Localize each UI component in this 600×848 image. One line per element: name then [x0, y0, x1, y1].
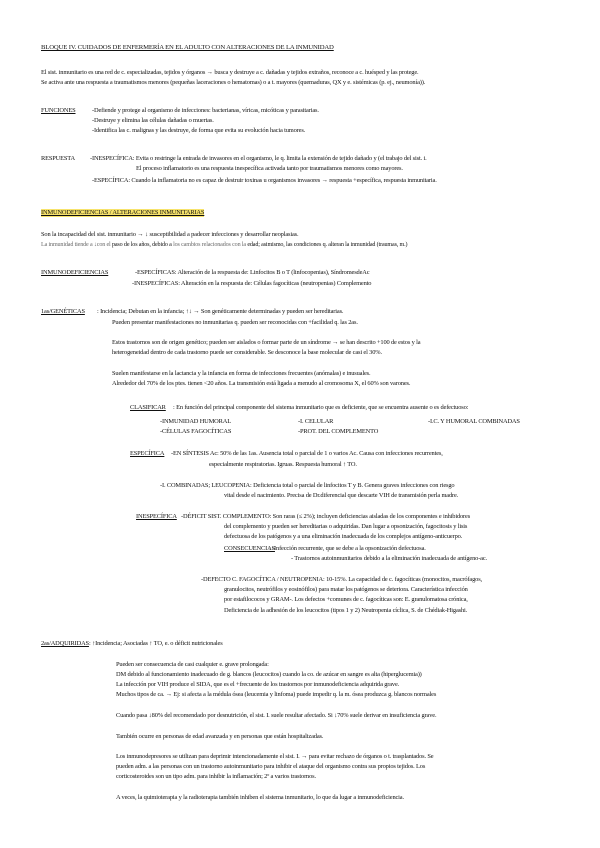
- inespecifica-label: INESPECÍFICA: [136, 513, 177, 520]
- section-heading-inmunodeficiencias: INMUNODEFICIENCIAS / ALTERACIONES INMUNITARIAS: [41, 209, 205, 216]
- adquiridas-line-5: Cuando pasa ↓80% del recomendado por desnutrición, el sist. I. suele resultar afectado. Si ↓70% suele derivar en insuficiencia grave.: [116, 712, 437, 719]
- clasificar-desc: : En función del principal componente del sistema inmunitario que es deficiente, que se encuentra ausente o es defectuoso:: [173, 404, 469, 411]
- adquiridas-line-1: Pueden ser consecuencia de casi cualquier e. grave prolongada:: [116, 661, 269, 668]
- clasificar-label: CLASIFICAR: [130, 404, 166, 411]
- consecuencias-label: CONSECUENCIAS: [224, 545, 275, 552]
- definition-fragment: los cambios relacionados con la: [173, 242, 246, 248]
- funciones-line-2: -Destruye y elimina las células dañadas o muertas.: [92, 117, 214, 124]
- adquiridas-line-9: corticosteroides son un tipo adm. para inhibir la inflamación; 2º a varios trastornos.: [116, 773, 316, 780]
- combinadas-line-1: -I. COMBINADAS; LEUCOPENIA: Deficiencia total o parcial de linfocitos T y B. Genera graves infecciones con riesgo: [160, 482, 455, 489]
- adquiridas-label: 2as/ADQUIRIDAS: [41, 640, 89, 647]
- adquiridas-desc: : ↑Incidencia; Asociadas ↑ TO, e. o déficit nutricionales: [89, 640, 223, 647]
- page-title: BLOQUE IV. CUIDADOS DE ENFERMERÍA EN EL ADULTO CON ALTERACIONES DE LA INMUNIDAD: [41, 44, 334, 51]
- respuesta-line-3: -ESPECÍFICA: Cuando la inflamatoria no es capaz de destruir toxinas u organismos invasores → respuesta +específica, respuesta inmunitaria.: [92, 177, 437, 184]
- clasif-label: INMUNODEFICIENCIAS: [41, 269, 109, 276]
- especifica-line-2: especialmente respiratorias. Igruas. Respuesta humoral ↑ TO.: [209, 461, 357, 468]
- intro-line-1: El sist. inmunitario es una red de c. especializadas, tejidos y órganos → busca y destruye a c. dañadas y tejidos extraños, reconoce a c. huésped y las protege.: [41, 69, 419, 76]
- geneticas-line-2: Pueden presentar manifestaciones no inmunitarias q. pueden ser reconocidas con +facilidad q. las 2as.: [112, 319, 358, 326]
- clasificar-humoral: -INMUNIDAD HUMORAL: [160, 418, 231, 425]
- definition-line-2: [41, 241, 407, 249]
- geneticas-para-2: heterogeneidad dentro de cada trastorno puede ser considerable. Se desconoce la base molecular de casi el 30%.: [112, 349, 382, 356]
- funciones-label: FUNCIONES: [41, 107, 76, 114]
- adquiridas-line-6: También ocurre en personas de edad avanzada y en personas que están hospitalizadas.: [116, 733, 324, 740]
- fagocitica-line-3: por estafilococos y GRAM-. Los defectos +comunes de c. fagocíticas son: E. granulomatosa crónica,: [224, 596, 468, 603]
- respuesta-label: RESPUESTA: [41, 155, 76, 162]
- adquiridas-line-4: Muchos tipos de ca. → Ej: si afecta a la médula ósea (leucemia y linfoma) puede impedir q. la m. ósea produzca g. blancos normales: [116, 691, 437, 698]
- adquiridas-line-7: Los inmunodepresores se utilizan para deprimir intencionadamente el sist. I. → para evitar rechazo de órganos o t. trasplantados. Se: [116, 753, 434, 760]
- geneticas-line-1: : Incidencia; Debutan en la infancia; ↑↓ → Son genéticamente determinadas y pueden ser hereditarias.: [97, 308, 344, 315]
- fagocitica-line-4: Deficiencia de la adhesión de los leucocitos (tipos 1 y 2) Neutropenia cíclica, S. de Chédiak-Higashi.: [224, 607, 468, 614]
- adquiridas-line-3: La infección por VIH produce el SIDA, que es el +frecuente de los trastornos por inmunodeficiencia adquirida grave.: [116, 681, 400, 688]
- definition-fragment: paso de los años, debido a: [111, 242, 172, 248]
- funciones-line-3: -Identifica las c. malignas y las destruye, de forma que evita su evolución hacia tumores.: [92, 127, 306, 134]
- consecuencias-line-2: - Trastornos autoinmunitarios debido a la eliminación inadecuada de antígeno-ac.: [291, 555, 487, 562]
- respuesta-line-1: -INESPECÍFICA: Evita o restringe la entrada de invasores en el organismo, le q. limita la extensión de tejido dañado y (el trabajo del sist. i.: [90, 155, 427, 162]
- fagocitica-line-2: granulocitos, neutrófilos y eosinófilos) para matar los patógenos se deteriora. Característica infección: [224, 586, 468, 593]
- combinadas-line-2: vital desde el nacimiento. Precisa de Dr.diferencial que descarte VIH de transmisión perla madre.: [224, 492, 459, 499]
- geneticas-para-4: Alrededor del 70% de los ptes. tienen <20 años. La transmisión está ligada a menudo al cromosoma X, el 60% son varones.: [112, 380, 411, 387]
- clasificar-fagociticas: -CÉLULAS FAGOCÍTICAS: [160, 428, 232, 435]
- geneticas-para-3: Suelen manifestarse en la lactancia y la infancia en forma de infecciones frecuentes (anómalas) e inusuales.: [112, 370, 371, 377]
- especifica-label: ESPECÍFICA: [130, 450, 165, 457]
- especifica-line-1: -EN SÍNTESIS Ac: 50% de las 1as. Ausencia total o parcial de 1 o varios Ac. Causa con infecciones recurrentes,: [171, 450, 443, 457]
- clasificar-combinadas: -I.C. Y HUMORAL COMBINADAS: [428, 418, 520, 425]
- consecuencias-line-1: : -Infección recurrente, que se debe a la opsonización defectuosa.: [269, 545, 426, 552]
- geneticas-para-1: Estos trastornos son de origen genético; pueden ser aislados o formar parte de un síndrome → se han descrito +100 de estos y la: [112, 339, 421, 346]
- funciones-line-1: -Defiende y protege al organismo de infecciones: bacterianas, víricas, micóticas y parasitarias.: [92, 107, 319, 114]
- adquiridas-line-2: DM debido al funcionamiento inadecuado de g. blancos (leucocitos) cuando la co. de azúcar en sangre es alta (hiperglucemia)): [116, 671, 422, 678]
- respuesta-line-2: El proceso inflamatorio es una respuesta inespecífica activada tanto por traumatismos menores como mayores.: [136, 165, 403, 172]
- fagocitica-line-1: -DEFECTO C. FAGOCÍTICA / NEUTROPENIA: 10-15%. La capacidad de c. fagocíticas (monocitos, macrófagos,: [201, 576, 482, 583]
- clasif-line-2: -INESPECÍFICAS: Alteración en la respuesta de: Células fagocíticas (neutropenias) Complemento: [132, 280, 372, 287]
- definition-line-1: Son la incapacidad del sist. inmunitario → ↓ susceptibilidad a padecer infecciones y desarrollar neoplasias.: [41, 231, 299, 238]
- geneticas-label: 1as/GENÉTICAS: [41, 308, 85, 315]
- definition-fragment: La inmunidad tiende a ↓con el: [41, 242, 111, 248]
- inespecifica-line-1: -DÉFICIT SIST. COMPLEMENTO: Son raras (≤ 2%); incluyen deficiencias aisladas de los componentes e inhibidores: [181, 513, 471, 520]
- clasificar-celular: -I. CELULAR: [298, 418, 334, 425]
- inespecifica-line-3: defectuosa de los patógenos y a una eliminación inadecuada de los complejos antígeno-anticuerpo.: [224, 533, 463, 540]
- definition-fragment: edad; asimismo, las condiciones q. alteran la inmunidad (traumas, m.): [247, 242, 408, 248]
- clasificar-complemento: -PROT. DEL COMPLEMENTO: [298, 428, 379, 435]
- intro-line-2: Se activa ante una respuesta a traumatismos menores (pequeñas laceraciones o hematomas) o a t. mayores (quemaduras, QX y e. sistémicas (p. ej., neumonía)).: [41, 79, 426, 86]
- adquiridas-line-8: pueden adm. a las personas con un trastorno autoinmunitario para inhibir el ataque del organismo contra sus propios tejidos. Los: [116, 763, 426, 770]
- clasif-line-1: -ESPECÍFICAS: Alteración de la respuesta de: Linfocitos B o T (linfocopenias), SíndromesdeAc: [135, 269, 370, 276]
- inespecifica-line-2: del complemento y pueden ser hereditarias o adquiridas. Dan lugar a opsonización, fagocitosis y lisis: [224, 523, 468, 530]
- adquiridas-line-10: A veces, la quimioterapia y la radioterapia también inhiben el sistema inmunitario, lo que da lugar a inmunodeficiencia.: [116, 794, 404, 801]
